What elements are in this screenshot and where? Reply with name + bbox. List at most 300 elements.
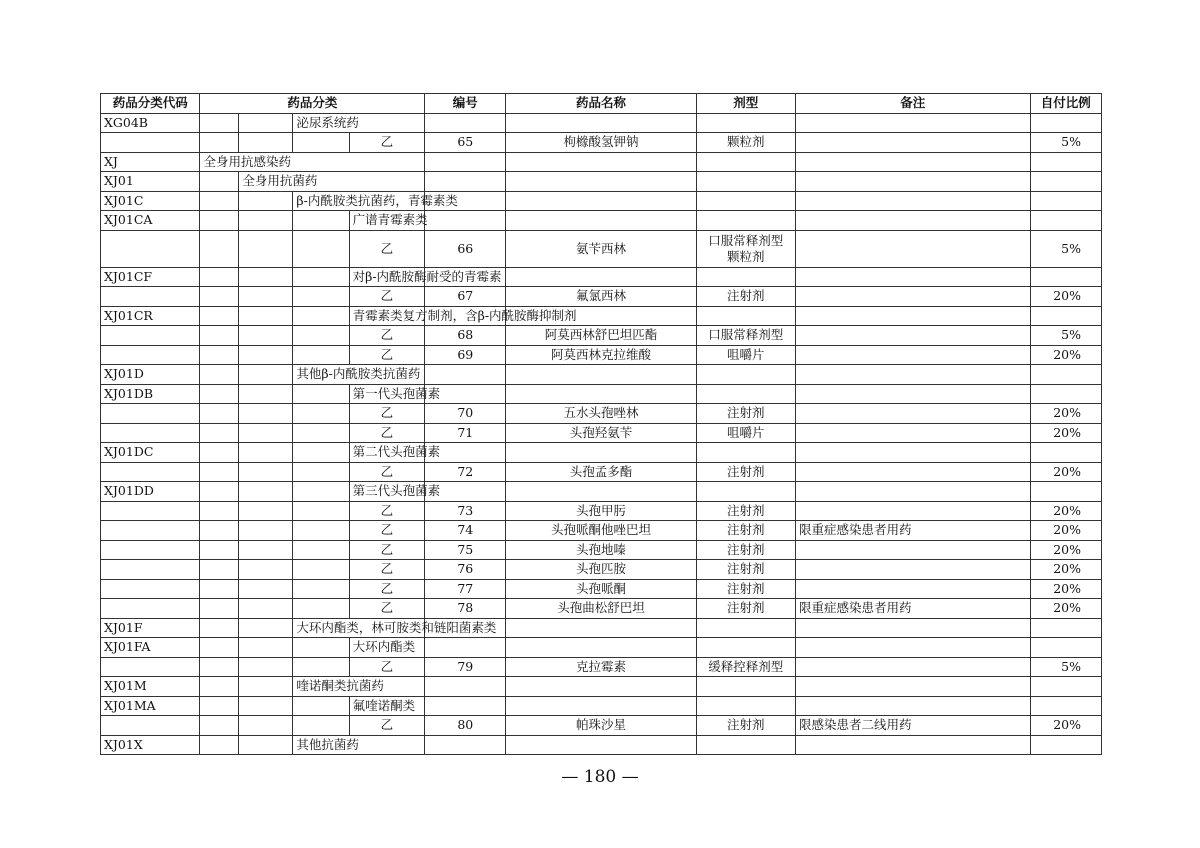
form-cell: [696, 345, 795, 365]
category-cell: [239, 657, 293, 677]
category-text-cell: 第一代头孢菌素: [349, 384, 425, 404]
number-cell: 71: [425, 423, 506, 443]
category-cell: [200, 716, 239, 736]
table-row: [101, 404, 1102, 424]
number-cell: 72: [425, 462, 506, 482]
grade-cell: 乙: [349, 579, 425, 599]
grade-cell: 乙: [349, 599, 425, 619]
category-cell: [239, 501, 293, 521]
code-cell: XJ01CR: [101, 306, 200, 326]
category-cell: [200, 696, 239, 716]
table-row: [101, 326, 1102, 346]
category-text-cell: 泌尿系统药: [293, 113, 425, 133]
ratio-cell: 20%: [1030, 345, 1101, 365]
category-cell: [293, 521, 349, 541]
drug-name-cell: 头孢哌酮他唑巴坦: [506, 521, 696, 541]
drug-name-cell: [506, 267, 696, 287]
number-cell: [425, 638, 506, 658]
grade-cell: 乙: [349, 540, 425, 560]
drug-name-cell: [506, 677, 696, 697]
note-cell: [796, 560, 1031, 580]
note-cell: [796, 287, 1031, 307]
code-cell: [101, 657, 200, 677]
category-text-cell: 其他β-内酰胺类抗菌药: [293, 365, 425, 385]
category-cell: [200, 735, 239, 755]
category-cell: [200, 462, 239, 482]
category-cell: [239, 560, 293, 580]
drug-name-cell: 氟氯西林: [506, 287, 696, 307]
drug-name-cell: [506, 365, 696, 385]
table-row: [101, 638, 1102, 658]
form-cell: [696, 696, 795, 716]
form-cell: [696, 443, 795, 463]
form-cell: [696, 482, 795, 502]
table-row: [101, 521, 1102, 541]
note-cell: [796, 443, 1031, 463]
form-cell: [696, 365, 795, 385]
drug-name-cell: 枸橼酸氢钾钠: [506, 133, 696, 153]
drug-name-cell: 头孢甲肟: [506, 501, 696, 521]
form-cell: [696, 326, 795, 346]
form-cell: [696, 211, 795, 231]
ratio-cell: 20%: [1030, 579, 1101, 599]
form-cell: [696, 735, 795, 755]
note-cell: [796, 501, 1031, 521]
drug-name-cell: [506, 384, 696, 404]
code-cell: [101, 501, 200, 521]
category-cell: [200, 113, 239, 133]
table-row: [101, 152, 1102, 172]
table-row: [101, 230, 1102, 267]
number-cell: 70: [425, 404, 506, 424]
category-cell: [293, 423, 349, 443]
number-cell: 66: [425, 230, 506, 267]
form-cell: [696, 404, 795, 424]
category-cell: [239, 113, 293, 133]
category-cell: [293, 540, 349, 560]
code-cell: XJ01X: [101, 735, 200, 755]
ratio-cell: [1030, 267, 1101, 287]
code-cell: XJ: [101, 152, 200, 172]
form-text: 注射剂: [727, 561, 765, 577]
category-cell: [293, 345, 349, 365]
grade-cell: 乙: [349, 501, 425, 521]
form-text: 咀嚼片: [727, 346, 765, 362]
form-text: 注射剂: [727, 600, 765, 616]
grade-cell: 乙: [349, 287, 425, 307]
category-cell: [200, 482, 239, 502]
number-cell: 73: [425, 501, 506, 521]
category-cell: [200, 423, 239, 443]
header-code: 药品分类代码: [101, 94, 200, 114]
table-row: [101, 677, 1102, 697]
category-cell: [293, 443, 349, 463]
code-cell: XJ01C: [101, 191, 200, 211]
category-cell: [239, 579, 293, 599]
category-cell: [200, 287, 239, 307]
form-cell: [696, 501, 795, 521]
category-cell: [293, 211, 349, 231]
drug-name-cell: 阿莫西林舒巴坦匹酯: [506, 326, 696, 346]
category-cell: [293, 560, 349, 580]
category-cell: [200, 404, 239, 424]
category-cell: [239, 521, 293, 541]
header-category: 药品分类: [200, 94, 425, 114]
category-cell: [293, 716, 349, 736]
ratio-cell: [1030, 482, 1101, 502]
grade-cell: 乙: [349, 462, 425, 482]
number-cell: [425, 152, 506, 172]
header-note: 备注: [796, 94, 1031, 114]
number-cell: [425, 365, 506, 385]
table-row: [101, 423, 1102, 443]
note-cell: [796, 230, 1031, 267]
form-cell: [696, 172, 795, 192]
category-cell: [200, 326, 239, 346]
ratio-cell: [1030, 677, 1101, 697]
form-text: 注射剂: [727, 717, 765, 733]
form-cell: [696, 133, 795, 153]
ratio-cell: 5%: [1030, 133, 1101, 153]
category-cell: [239, 423, 293, 443]
note-cell: 限重症感染患者用药: [796, 599, 1031, 619]
note-cell: [796, 384, 1031, 404]
drug-name-cell: 头孢匹胺: [506, 560, 696, 580]
category-cell: [200, 365, 239, 385]
number-cell: [425, 696, 506, 716]
drug-name-cell: 头孢哌酮: [506, 579, 696, 599]
form-cell: [696, 560, 795, 580]
note-cell: [796, 326, 1031, 346]
category-cell: [293, 306, 349, 326]
category-cell: [200, 657, 239, 677]
number-cell: 67: [425, 287, 506, 307]
ratio-cell: [1030, 638, 1101, 658]
drug-name-cell: 头孢羟氨苄: [506, 423, 696, 443]
code-cell: [101, 599, 200, 619]
grade-cell: 乙: [349, 133, 425, 153]
ratio-cell: [1030, 618, 1101, 638]
code-cell: [101, 287, 200, 307]
category-cell: [200, 638, 239, 658]
category-text-cell: 第二代头孢菌素: [349, 443, 425, 463]
note-cell: [796, 696, 1031, 716]
category-text-cell: 全身用抗菌药: [239, 172, 425, 192]
ratio-cell: 20%: [1030, 560, 1101, 580]
number-cell: 68: [425, 326, 506, 346]
header-form: 剂型: [696, 94, 795, 114]
note-cell: [796, 113, 1031, 133]
note-cell: [796, 345, 1031, 365]
note-cell: [796, 191, 1031, 211]
number-cell: 80: [425, 716, 506, 736]
grade-cell: 乙: [349, 716, 425, 736]
ratio-cell: [1030, 306, 1101, 326]
ratio-cell: [1030, 443, 1101, 463]
note-cell: [796, 735, 1031, 755]
table-row: [101, 501, 1102, 521]
ratio-cell: 20%: [1030, 501, 1101, 521]
category-cell: [239, 287, 293, 307]
drug-name-cell: 头孢孟多酯: [506, 462, 696, 482]
code-cell: [101, 345, 200, 365]
category-cell: [200, 172, 239, 192]
category-text-cell: 第三代头孢菌素: [349, 482, 425, 502]
note-cell: [796, 306, 1031, 326]
drug-name-cell: 克拉霉素: [506, 657, 696, 677]
code-cell: [101, 716, 200, 736]
drug-name-cell: [506, 482, 696, 502]
category-cell: [200, 599, 239, 619]
drug-name-cell: [506, 443, 696, 463]
form-text: 注射剂: [727, 541, 765, 557]
grade-cell: 乙: [349, 326, 425, 346]
form-cell: [696, 267, 795, 287]
category-cell: [239, 677, 293, 697]
code-cell: XJ01DD: [101, 482, 200, 502]
category-cell: [293, 579, 349, 599]
code-cell: XJ01M: [101, 677, 200, 697]
grade-cell: 乙: [349, 404, 425, 424]
form-cell: [696, 716, 795, 736]
number-cell: 75: [425, 540, 506, 560]
code-cell: [101, 579, 200, 599]
table-row: [101, 267, 1102, 287]
category-cell: [200, 443, 239, 463]
category-cell: [200, 384, 239, 404]
table-row: [101, 618, 1102, 638]
form-cell: [696, 113, 795, 133]
category-text-cell: 广谱青霉素类: [349, 211, 425, 231]
ratio-cell: 5%: [1030, 230, 1101, 267]
code-cell: XJ01MA: [101, 696, 200, 716]
code-cell: XJ01D: [101, 365, 200, 385]
number-cell: 79: [425, 657, 506, 677]
ratio-cell: 20%: [1030, 423, 1101, 443]
category-cell: [239, 191, 293, 211]
category-cell: [239, 735, 293, 755]
table-row: [101, 482, 1102, 502]
category-cell: [239, 326, 293, 346]
number-cell: 76: [425, 560, 506, 580]
number-cell: [425, 113, 506, 133]
drug-name-cell: [506, 172, 696, 192]
code-cell: [101, 560, 200, 580]
category-text-cell: 喹诺酮类抗菌药: [293, 677, 425, 697]
category-cell: [239, 482, 293, 502]
number-cell: 74: [425, 521, 506, 541]
ratio-cell: 20%: [1030, 599, 1101, 619]
form-cell: [696, 423, 795, 443]
ratio-cell: [1030, 113, 1101, 133]
table-row: [101, 172, 1102, 192]
form-text: 缓释控释剂型: [708, 658, 784, 674]
note-cell: [796, 152, 1031, 172]
ratio-cell: 5%: [1030, 326, 1101, 346]
code-cell: XJ01F: [101, 618, 200, 638]
category-cell: [200, 306, 239, 326]
note-cell: [796, 211, 1031, 231]
category-cell: [239, 365, 293, 385]
ratio-cell: [1030, 172, 1101, 192]
code-cell: XJ01DC: [101, 443, 200, 463]
note-cell: [796, 638, 1031, 658]
table-row: [101, 540, 1102, 560]
code-cell: [101, 462, 200, 482]
ratio-cell: 20%: [1030, 716, 1101, 736]
category-cell: [293, 267, 349, 287]
note-cell: [796, 462, 1031, 482]
note-cell: [796, 365, 1031, 385]
table-row: [101, 462, 1102, 482]
code-cell: [101, 540, 200, 560]
number-cell: [425, 677, 506, 697]
grade-cell: 乙: [349, 345, 425, 365]
table-row: [101, 306, 1102, 326]
form-cell: [696, 657, 795, 677]
table-row: [101, 191, 1102, 211]
category-cell: [239, 211, 293, 231]
grade-cell: 乙: [349, 423, 425, 443]
note-cell: 限重症感染患者用药: [796, 521, 1031, 541]
form-cell: [696, 677, 795, 697]
code-cell: [101, 133, 200, 153]
category-text-cell: 大环内酯类，林可胺类和链阳菌素类: [293, 618, 425, 638]
category-cell: [239, 540, 293, 560]
drug-name-cell: 氨苄西林: [506, 230, 696, 267]
category-cell: [293, 462, 349, 482]
category-text-cell: 对β-内酰胺酶耐受的青霉素: [349, 267, 425, 287]
table-row: [101, 657, 1102, 677]
table-body: [101, 113, 1102, 755]
category-cell: [200, 579, 239, 599]
category-cell: [293, 501, 349, 521]
category-cell: [293, 657, 349, 677]
drug-name-cell: [506, 113, 696, 133]
category-text-cell: 氟喹诺酮类: [349, 696, 425, 716]
drug-name-cell: 头孢地嗪: [506, 540, 696, 560]
category-cell: [293, 230, 349, 267]
ratio-cell: 20%: [1030, 287, 1101, 307]
form-cell: [696, 638, 795, 658]
table-row: [101, 735, 1102, 755]
form-cell: [696, 191, 795, 211]
form-cell: [696, 230, 795, 267]
table-row: [101, 345, 1102, 365]
note-cell: [796, 404, 1031, 424]
note-cell: [796, 172, 1031, 192]
category-cell: [200, 677, 239, 697]
ratio-cell: 5%: [1030, 657, 1101, 677]
header-number: 编号: [425, 94, 506, 114]
form-text: 注射剂: [727, 288, 765, 304]
code-cell: XJ01: [101, 172, 200, 192]
form-text: 颗粒剂: [727, 134, 765, 150]
drug-catalog-table: [100, 93, 1102, 755]
code-cell: XJ01DB: [101, 384, 200, 404]
table-row: [101, 133, 1102, 153]
category-cell: [200, 230, 239, 267]
note-cell: 限感染患者二线用药: [796, 716, 1031, 736]
ratio-cell: 20%: [1030, 462, 1101, 482]
table-header-row: [101, 94, 1102, 114]
header-name: 药品名称: [506, 94, 696, 114]
category-cell: [200, 501, 239, 521]
number-cell: 69: [425, 345, 506, 365]
category-cell: [200, 267, 239, 287]
form-text: 注射剂: [727, 502, 765, 518]
ratio-cell: [1030, 365, 1101, 385]
drug-name-cell: 头孢曲松舒巴坦: [506, 599, 696, 619]
table-row: [101, 560, 1102, 580]
category-cell: [239, 306, 293, 326]
code-cell: XJ01CF: [101, 267, 200, 287]
grade-cell: 乙: [349, 521, 425, 541]
ratio-cell: [1030, 384, 1101, 404]
form-text: 注射剂: [727, 580, 765, 596]
table-row: [101, 443, 1102, 463]
code-cell: [101, 521, 200, 541]
ratio-cell: [1030, 696, 1101, 716]
note-cell: [796, 133, 1031, 153]
code-cell: [101, 423, 200, 443]
category-cell: [293, 133, 349, 153]
drug-name-cell: 帕珠沙星: [506, 716, 696, 736]
category-cell: [239, 696, 293, 716]
code-cell: [101, 230, 200, 267]
form-text: 咀嚼片: [727, 424, 765, 440]
code-cell: XJ01FA: [101, 638, 200, 658]
drug-name-cell: 阿莫西林克拉维酸: [506, 345, 696, 365]
drug-name-cell: [506, 735, 696, 755]
drug-name-cell: [506, 696, 696, 716]
header-ratio: 自付比例: [1030, 94, 1101, 114]
category-cell: [239, 716, 293, 736]
drug-name-cell: [506, 152, 696, 172]
form-cell: [696, 521, 795, 541]
category-text-cell: 全身用抗感染药: [200, 152, 425, 172]
category-cell: [200, 345, 239, 365]
drug-name-cell: [506, 638, 696, 658]
category-cell: [200, 191, 239, 211]
table-row: [101, 599, 1102, 619]
form-cell: [696, 306, 795, 326]
category-cell: [200, 521, 239, 541]
category-text-cell: 青霉素类复方制剂，含β-内酰胺酶抑制剂: [349, 306, 425, 326]
category-text-cell: β-内酰胺类抗菌药，青霉素类: [293, 191, 425, 211]
note-cell: [796, 657, 1031, 677]
code-cell: [101, 326, 200, 346]
category-cell: [200, 133, 239, 153]
form-cell: [696, 579, 795, 599]
note-cell: [796, 579, 1031, 599]
ratio-cell: 20%: [1030, 404, 1101, 424]
category-cell: [293, 638, 349, 658]
category-cell: [239, 230, 293, 267]
note-cell: [796, 267, 1031, 287]
category-cell: [200, 211, 239, 231]
ratio-cell: [1030, 211, 1101, 231]
category-cell: [239, 618, 293, 638]
form-text: 注射剂: [727, 463, 765, 479]
ratio-cell: [1030, 191, 1101, 211]
table-row: [101, 113, 1102, 133]
table-row: [101, 716, 1102, 736]
number-cell: [425, 211, 506, 231]
category-cell: [293, 404, 349, 424]
ratio-cell: [1030, 152, 1101, 172]
category-cell: [239, 404, 293, 424]
